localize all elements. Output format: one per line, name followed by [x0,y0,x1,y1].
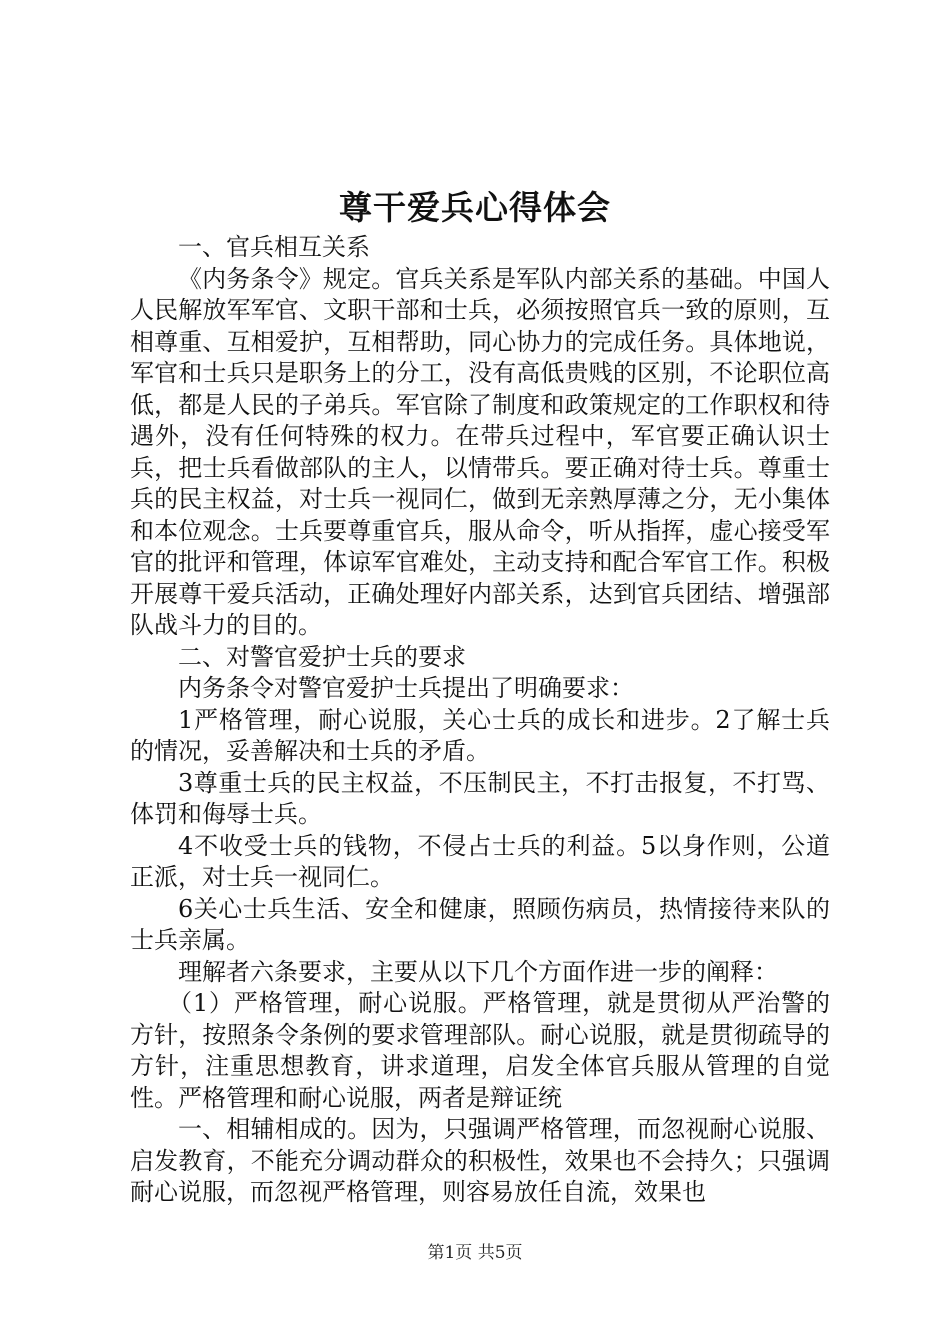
body-paragraph: 3尊重士兵的民主权益，不压制民主，不打击报复，不打骂、体罚和侮辱士兵。 [130,768,830,828]
page-footer: 第1页 共5页 [427,1243,523,1263]
document-title: 尊干爱兵心得体会 [339,188,611,227]
body-paragraph: 6关心士兵生活、安全和健康，照顾伤病员，热情接待来队的士兵亲属。 [130,894,830,954]
body-paragraph: 4不收受士兵的钱物，不侵占士兵的利益。5以身作则，公道正派，对士兵一视同仁。 [130,831,830,891]
body-paragraph: 理解者六条要求，主要从以下几个方面作进一步的阐释： [178,957,778,986]
body-paragraph: 一、相辅相成的。因为，只强调严格管理，而忽视耐心说服、启发教育，不能充分调动群众的积极性，效果也不会持久；只强调耐心说服，而忽视严格管理，则容易放任自流，效果也 [130,1115,830,1206]
body-paragraph: （1）严格管理，耐心说服。严格管理，就是贯彻从严治警的方针，按照条令条例的要求管理部队。耐心说服，就是贯彻疏导的方针，注重思想教育，讲求道理，启发全体官兵服从管理的自觉性。严格管理和耐心说服，两者是辩证统 [130,989,830,1112]
document-body [130,232,830,1209]
body-paragraph: 内务条令对警官爱护士兵提出了明确要求： [178,674,634,702]
body-paragraph: 1严格管理，耐心说服，关心士兵的成长和进步。2了解士兵的情况，妥善解决和士兵的矛盾。 [130,705,830,765]
section-heading: 一、官兵相互关系 [178,233,370,261]
section-heading: 二、对警官爱护士兵的要求 [178,642,466,671]
body-paragraph: 《内务条令》规定。官兵关系是军队内部关系的基础。中国人人民解放军军官、文职干部和士兵，必须按照官兵一致的原则，互相尊重、互相爱护，互相帮助，同心协力的完成任务。具体地说，军官和士兵只是职务上的分工，没有高低贵贱的区别，不论职位高低，都是人民的子弟兵。军官除了制度和政策规定的工作职权和待遇外，没有任何特殊的权力。在带兵过程中，军官要正确认识士兵，把士兵看做部队的主人，以情带兵。要正确对待士兵。尊重士兵的民主权益，对士兵一视同仁，做到无亲熟厚薄之分，无小集体和本位观念。士兵要尊重官兵，服从命令，听从指挥，虚心接受军官的批评和管理，体谅军官难处，主动支持和配合军官工作。积极开展尊干爱兵活动，正确处理好内部关系，达到官兵团结、增强部队战斗力的目的。 [130,264,830,639]
